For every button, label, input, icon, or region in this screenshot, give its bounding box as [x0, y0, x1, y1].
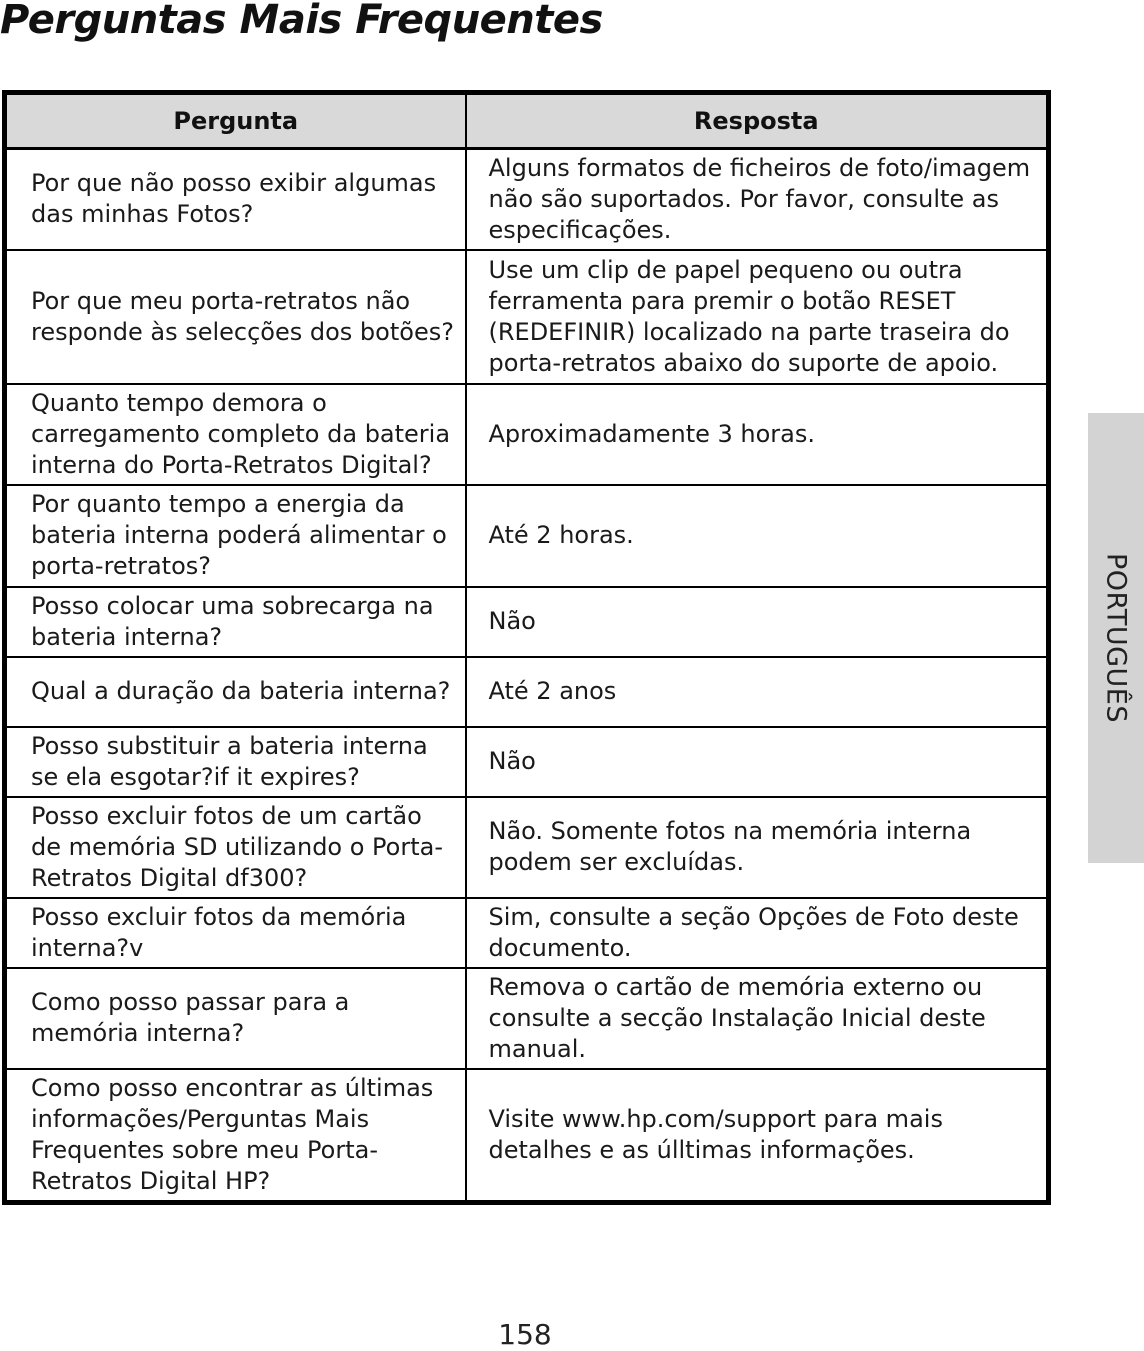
- language-side-tab: [1088, 413, 1144, 863]
- question-cell: Por quanto tempo a energia da bateria interna poderá alimentar o porta-retratos?: [5, 485, 466, 587]
- table-row: [5, 149, 1049, 250]
- table-row: [5, 250, 1049, 384]
- question-cell: Qual a duração da bateria interna?: [5, 657, 466, 727]
- question-cell: Posso excluir fotos da memória interna?v: [5, 898, 466, 968]
- question-cell: Posso colocar uma sobrecarga na bateria interna?: [5, 587, 466, 657]
- answer-cell: Não: [466, 587, 1049, 657]
- answer-cell: Não. Somente fotos na memória interna podem ser excluídas.: [466, 797, 1049, 898]
- page-number: 158: [498, 1318, 552, 1351]
- answer-cell: Sim, consulte a seção Opções de Foto deste documento.: [466, 898, 1049, 968]
- answer-cell: Alguns formatos de ficheiros de foto/imagem não são suportados. Por favor, consulte as especificações.: [466, 149, 1049, 250]
- question-cell: Quanto tempo demora o carregamento completo da bateria interna do Porta-Retratos Digital?: [5, 384, 466, 485]
- header-question: Pergunta: [5, 93, 466, 149]
- faq-table: [2, 90, 1051, 1205]
- table-row: [5, 1069, 1049, 1203]
- question-cell: Como posso passar para a memória interna?: [5, 968, 466, 1069]
- table-row: [5, 727, 1049, 797]
- question-cell: Posso substituir a bateria interna se ela esgotar?if it expires?: [5, 727, 466, 797]
- language-label: PORTUGUÊS: [1100, 553, 1132, 723]
- question-cell: Posso excluir fotos de um cartão de memória SD utilizando o Porta-Retratos Digital df300?: [5, 797, 466, 898]
- table-row: [5, 485, 1049, 587]
- header-answer: Resposta: [466, 93, 1049, 149]
- answer-cell: Visite www.hp.com/support para mais detalhes e as úlltimas informações.: [466, 1069, 1049, 1203]
- table-row: [5, 898, 1049, 968]
- answer-cell: Até 2 anos: [466, 657, 1049, 727]
- table-row: [5, 384, 1049, 485]
- answer-cell: Remova o cartão de memória externo ou consulte a secção Instalação Inicial deste manual.: [466, 968, 1049, 1069]
- question-cell: Por que não posso exibir algumas das minhas Fotos?: [5, 149, 466, 250]
- table-row: [5, 657, 1049, 727]
- table-header-row: [5, 93, 1049, 149]
- table-row: [5, 797, 1049, 898]
- answer-cell: Use um clip de papel pequeno ou outra ferramenta para premir o botão RESET (REDEFINIR) localizado na parte traseira do porta-retratos abaixo do suporte de apoio.: [466, 250, 1049, 384]
- question-cell: Por que meu porta-retratos não responde às selecções dos botões?: [5, 250, 466, 384]
- question-cell: Como posso encontrar as últimas informações/Perguntas Mais Frequentes sobre meu Porta-Retratos Digital HP?: [5, 1069, 466, 1203]
- table-row: [5, 587, 1049, 657]
- answer-cell: Aproximadamente 3 horas.: [466, 384, 1049, 485]
- table-row: [5, 968, 1049, 1069]
- answer-cell: Até 2 horas.: [466, 485, 1049, 587]
- answer-cell: Não: [466, 727, 1049, 797]
- page-title: Perguntas Mais Frequentes: [0, 0, 603, 43]
